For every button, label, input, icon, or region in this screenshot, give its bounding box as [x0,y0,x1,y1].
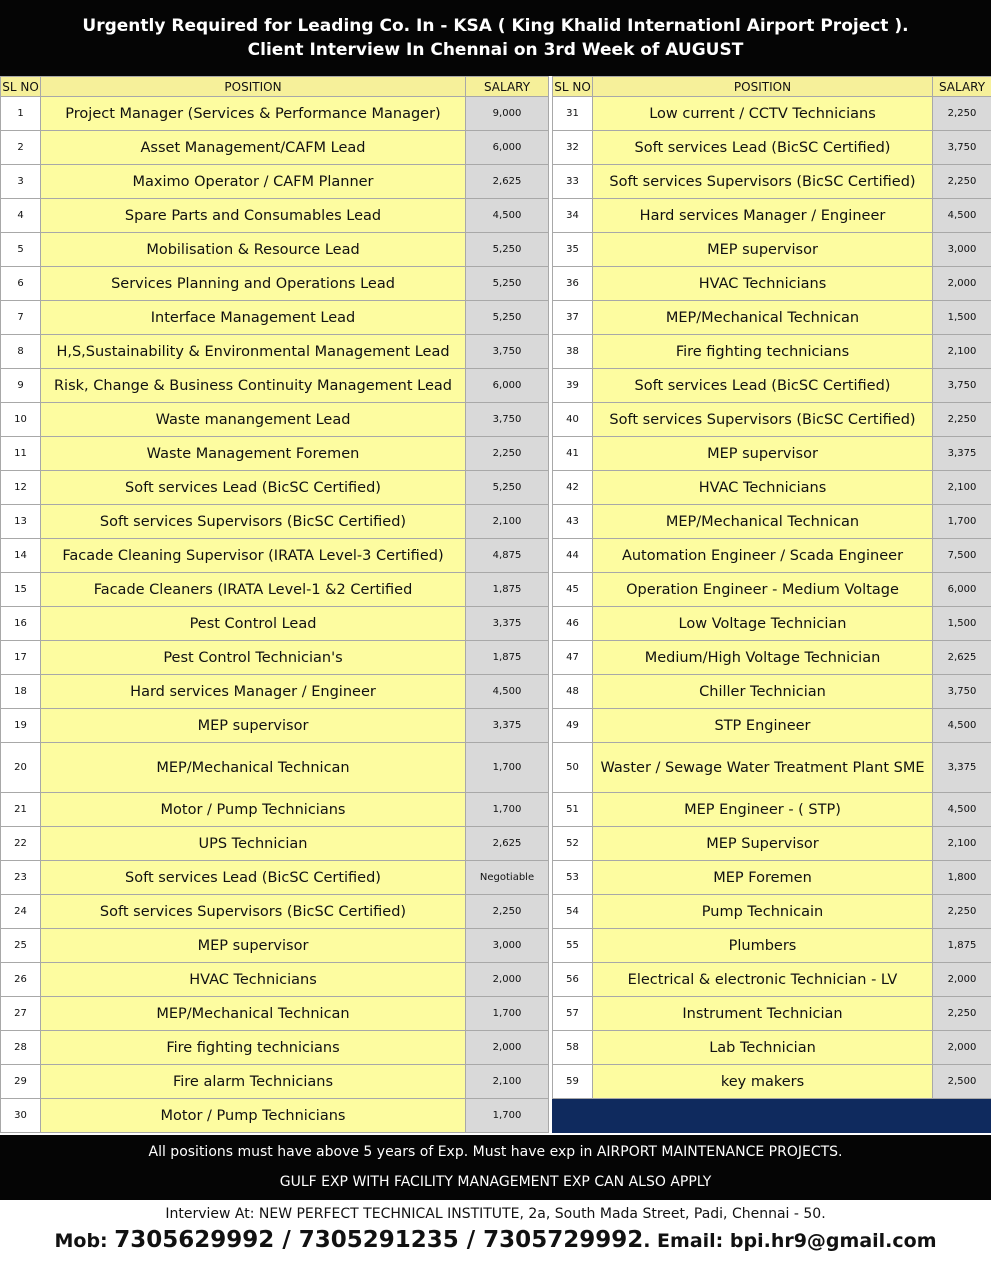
salary-value: 4,500 [466,675,549,709]
sl-number: 2 [1,131,41,165]
salary-value: 6,000 [466,369,549,403]
table-row [1,267,549,301]
position-title: Low current / CCTV Technicians [593,97,933,131]
table-row [553,539,991,573]
salary-value: 9,000 [466,97,549,131]
salary-value: 2,625 [466,165,549,199]
email-text: . Email: bpi.hr9@gmail.com [643,1230,937,1252]
table-row [553,471,991,505]
sl-number: 34 [553,199,593,233]
header-subtitle: Client Interview In Chennai on 3rd Week of AUGUST [247,40,744,60]
contact-line [0,1227,991,1253]
position-title: STP Engineer [593,709,933,743]
position-title: Soft services Lead (BicSC Certified) [593,131,933,165]
salary-value: 4,500 [466,199,549,233]
table-row [1,199,549,233]
salary-value: 2,100 [466,505,549,539]
position-title: Lab Technician [593,1031,933,1065]
sl-number: 57 [553,997,593,1031]
table-row [553,709,991,743]
position-title: Fire alarm Technicians [41,1065,466,1099]
position-title: Waster / Sewage Water Treatment Plant SME [593,743,933,793]
table-row [553,607,991,641]
salary-value: 2,000 [933,1031,991,1065]
table-row [553,1065,991,1099]
position-title: Services Planning and Operations Lead [41,267,466,301]
salary-value: 3,750 [466,335,549,369]
table-row [1,437,549,471]
table-row [553,403,991,437]
salary-value: 3,750 [933,369,991,403]
position-title: Soft services Supervisors (BicSC Certified) [593,165,933,199]
position-title: HVAC Technicians [593,471,933,505]
position-title: MEP/Mechanical Technican [41,997,466,1031]
salary-value: 5,250 [466,233,549,267]
sl-number: 40 [553,403,593,437]
col-header-salary: SALARY [466,77,549,97]
sl-number: 38 [553,335,593,369]
salary-value: 5,250 [466,471,549,505]
salary-value: 3,750 [933,675,991,709]
table-row [1,861,549,895]
salary-value: 5,250 [466,301,549,335]
salary-value: 2,100 [933,471,991,505]
position-title: Pest Control Technician's [41,641,466,675]
salary-value: 2,000 [466,963,549,997]
table-row [553,675,991,709]
salary-value: 2,250 [933,97,991,131]
sl-number: 36 [553,267,593,301]
table-row [1,165,549,199]
salary-value: 4,875 [466,539,549,573]
sl-number: 58 [553,1031,593,1065]
position-title: Fire fighting technicians [593,335,933,369]
table-row [1,827,549,861]
position-title: MEP/Mechanical Technican [593,301,933,335]
sl-number: 54 [553,895,593,929]
table-row [1,335,549,369]
table-row [1,607,549,641]
position-title: Maximo Operator / CAFM Planner [41,165,466,199]
position-title: MEP Engineer - ( STP) [593,793,933,827]
position-title: UPS Technician [41,827,466,861]
salary-value: 1,700 [466,793,549,827]
table-row [1,369,549,403]
sl-number: 14 [1,539,41,573]
position-title: Motor / Pump Technicians [41,793,466,827]
table-row [1,675,549,709]
sl-number: 5 [1,233,41,267]
position-title: Plumbers [593,929,933,963]
position-title: Motor / Pump Technicians [41,1099,466,1133]
position-title: Electrical & electronic Technician - LV [593,963,933,997]
table-row [553,369,991,403]
sl-number: 50 [553,743,593,793]
sl-number: 26 [1,963,41,997]
position-title: Instrument Technician [593,997,933,1031]
salary-value: 3,000 [466,929,549,963]
position-title: Soft services Supervisors (BicSC Certified) [41,505,466,539]
salary-value: 1,875 [466,573,549,607]
sl-number: 37 [553,301,593,335]
position-title: MEP/Mechanical Technican [593,505,933,539]
position-title: MEP/Mechanical Technican [41,743,466,793]
sl-number: 49 [553,709,593,743]
salary-value: 1,700 [466,1099,549,1133]
table-row [553,1031,991,1065]
table-row [553,997,991,1031]
table-row [1,573,549,607]
table-row [1,709,549,743]
salary-value: 1,500 [933,301,991,335]
position-title: MEP Supervisor [593,827,933,861]
salary-value: 2,250 [466,437,549,471]
col-header-sl: SL NO [553,77,593,97]
empty-row-block [553,1099,991,1133]
table-row [1,963,549,997]
sl-number: 27 [1,997,41,1031]
sl-number: 39 [553,369,593,403]
sl-number: 21 [1,793,41,827]
position-title: Interface Management Lead [41,301,466,335]
sl-number: 6 [1,267,41,301]
sl-number: 9 [1,369,41,403]
salary-value: 2,000 [933,963,991,997]
position-title: Chiller Technician [593,675,933,709]
table-row [553,267,991,301]
salary-value: 4,500 [933,709,991,743]
position-title: Spare Parts and Consumables Lead [41,199,466,233]
positions-tables [0,76,991,1135]
sl-number: 51 [553,793,593,827]
position-title: H,S,Sustainability & Environmental Management Lead [41,335,466,369]
table-row [553,573,991,607]
sl-number: 44 [553,539,593,573]
salary-value: 5,250 [466,267,549,301]
table-row [1,233,549,267]
position-title: Waste manangement Lead [41,403,466,437]
sl-number: 53 [553,861,593,895]
position-title: Soft services Supervisors (BicSC Certified) [41,895,466,929]
table-row [1,895,549,929]
sl-number: 11 [1,437,41,471]
requirement-text: All positions must have above 5 years of Exp. Must have exp in AIRPORT MAINTENANCE PROJECTS. [148,1144,843,1160]
position-title: Facade Cleaning Supervisor (IRATA Level-3 Certified) [41,539,466,573]
table-row [553,827,991,861]
sl-number: 48 [553,675,593,709]
header-title: Urgently Required for Leading Co. In - KSA ( King Khalid Internationl Airport Project ). [82,16,909,36]
table-row [553,335,991,369]
table-row [553,233,991,267]
position-title: Risk, Change & Business Continuity Management Lead [41,369,466,403]
col-header-salary: SALARY [933,77,991,97]
salary-value: 2,000 [466,1031,549,1065]
position-title: Soft services Lead (BicSC Certified) [41,861,466,895]
position-title: Medium/High Voltage Technician [593,641,933,675]
salary-value: 3,375 [933,437,991,471]
salary-value: 2,250 [933,165,991,199]
position-title: MEP supervisor [593,437,933,471]
table-row [1,471,549,505]
interview-address: Interview At: NEW PERFECT TECHNICAL INSTITUTE, 2a, South Mada Street, Padi, Chennai - 50. [165,1206,826,1222]
salary-value: 3,750 [466,403,549,437]
salary-value: 4,500 [933,199,991,233]
table-row [1,1065,549,1099]
salary-value: 3,375 [466,607,549,641]
sl-number: 45 [553,573,593,607]
position-title: Soft services Lead (BicSC Certified) [41,471,466,505]
sl-number: 28 [1,1031,41,1065]
sl-number: 23 [1,861,41,895]
requirements-footer [0,1135,991,1200]
position-title: Facade Cleaners (IRATA Level-1 &2 Certified [41,573,466,607]
sl-number: 35 [553,233,593,267]
position-title: HVAC Technicians [41,963,466,997]
table-row [553,165,991,199]
salary-value: 6,000 [466,131,549,165]
sl-number: 52 [553,827,593,861]
table-row [553,437,991,471]
sl-number: 29 [1,1065,41,1099]
position-title: Pump Technicain [593,895,933,929]
table-row [1,1031,549,1065]
sl-number: 19 [1,709,41,743]
table-row [1,997,549,1031]
sl-number: 4 [1,199,41,233]
sl-number: 7 [1,301,41,335]
sl-number: 43 [553,505,593,539]
salary-value: 1,875 [466,641,549,675]
salary-value: 2,250 [466,895,549,929]
requirement-note: GULF EXP WITH FACILITY MANAGEMENT EXP CAN ALSO APPLY [279,1174,712,1190]
position-title: Hard services Manager / Engineer [593,199,933,233]
salary-value: 2,250 [933,997,991,1031]
position-title: key makers [593,1065,933,1099]
sl-number: 8 [1,335,41,369]
table-row [553,963,991,997]
table-row [553,97,991,131]
table-row [553,793,991,827]
sl-number: 20 [1,743,41,793]
salary-value: 1,800 [933,861,991,895]
salary-value: 2,250 [933,403,991,437]
position-title: HVAC Technicians [593,267,933,301]
table-row [1,505,549,539]
page-header [0,0,991,76]
sl-number: 47 [553,641,593,675]
sl-number: 56 [553,963,593,997]
position-title: Soft services Lead (BicSC Certified) [593,369,933,403]
contact-section [0,1200,991,1280]
navy-filler [553,1099,991,1133]
table-row [1,97,549,131]
position-title: MEP supervisor [41,929,466,963]
table-row [553,861,991,895]
table-row [553,131,991,165]
sl-number: 31 [553,97,593,131]
table-row [553,199,991,233]
mob-label: Mob: [54,1230,108,1252]
sl-number: 1 [1,97,41,131]
table-row [1,1099,549,1133]
table-row [1,301,549,335]
position-title: Mobilisation & Resource Lead [41,233,466,267]
sl-number: 24 [1,895,41,929]
salary-value: 3,375 [466,709,549,743]
salary-value: 1,700 [466,997,549,1031]
salary-value: 2,100 [466,1065,549,1099]
salary-value: Negotiable [466,861,549,895]
salary-value: 2,625 [933,641,991,675]
sl-number: 3 [1,165,41,199]
position-title: MEP supervisor [593,233,933,267]
sl-number: 16 [1,607,41,641]
table-row [1,743,549,793]
position-title: Soft services Supervisors (BicSC Certified) [593,403,933,437]
salary-value: 4,500 [933,793,991,827]
col-header-position: POSITION [593,77,933,97]
sl-number: 17 [1,641,41,675]
position-title: Project Manager (Services & Performance Manager) [41,97,466,131]
salary-value: 3,750 [933,131,991,165]
salary-value: 1,500 [933,607,991,641]
position-title: Low Voltage Technician [593,607,933,641]
salary-value: 6,000 [933,573,991,607]
table-row [1,131,549,165]
table-row [1,641,549,675]
salary-value: 2,100 [933,827,991,861]
sl-number: 18 [1,675,41,709]
position-title: MEP supervisor [41,709,466,743]
sl-number: 32 [553,131,593,165]
table-row [553,505,991,539]
sl-number: 30 [1,1099,41,1133]
table-row [1,929,549,963]
col-header-position: POSITION [41,77,466,97]
position-title: Fire fighting technicians [41,1031,466,1065]
sl-number: 42 [553,471,593,505]
salary-value: 2,500 [933,1065,991,1099]
sl-number: 15 [1,573,41,607]
salary-value: 2,100 [933,335,991,369]
sl-number: 41 [553,437,593,471]
sl-number: 22 [1,827,41,861]
sl-number: 33 [553,165,593,199]
sl-number: 25 [1,929,41,963]
sl-number: 59 [553,1065,593,1099]
salary-value: 7,500 [933,539,991,573]
salary-value: 1,700 [466,743,549,793]
sl-number: 10 [1,403,41,437]
position-title: Hard services Manager / Engineer [41,675,466,709]
table-row [553,641,991,675]
col-header-sl: SL NO [1,77,41,97]
mobile-numbers: 7305629992 / 7305291235 / 7305729992 [114,1227,644,1253]
position-title: MEP Foremen [593,861,933,895]
table-row [553,929,991,963]
sl-number: 55 [553,929,593,963]
salary-value: 1,875 [933,929,991,963]
position-title: Waste Management Foremen [41,437,466,471]
position-title: Pest Control Lead [41,607,466,641]
sl-number: 12 [1,471,41,505]
table-row [1,403,549,437]
positions-table-left [0,76,549,1133]
positions-table-right [552,76,991,1133]
position-title: Operation Engineer - Medium Voltage [593,573,933,607]
salary-value: 3,375 [933,743,991,793]
salary-value: 2,625 [466,827,549,861]
table-row [1,793,549,827]
salary-value: 3,000 [933,233,991,267]
sl-number: 46 [553,607,593,641]
position-title: Asset Management/CAFM Lead [41,131,466,165]
sl-number: 13 [1,505,41,539]
salary-value: 1,700 [933,505,991,539]
table-row [553,743,991,793]
table-row [1,539,549,573]
table-row [553,301,991,335]
salary-value: 2,250 [933,895,991,929]
position-title: Automation Engineer / Scada Engineer [593,539,933,573]
table-row [553,895,991,929]
salary-value: 2,000 [933,267,991,301]
